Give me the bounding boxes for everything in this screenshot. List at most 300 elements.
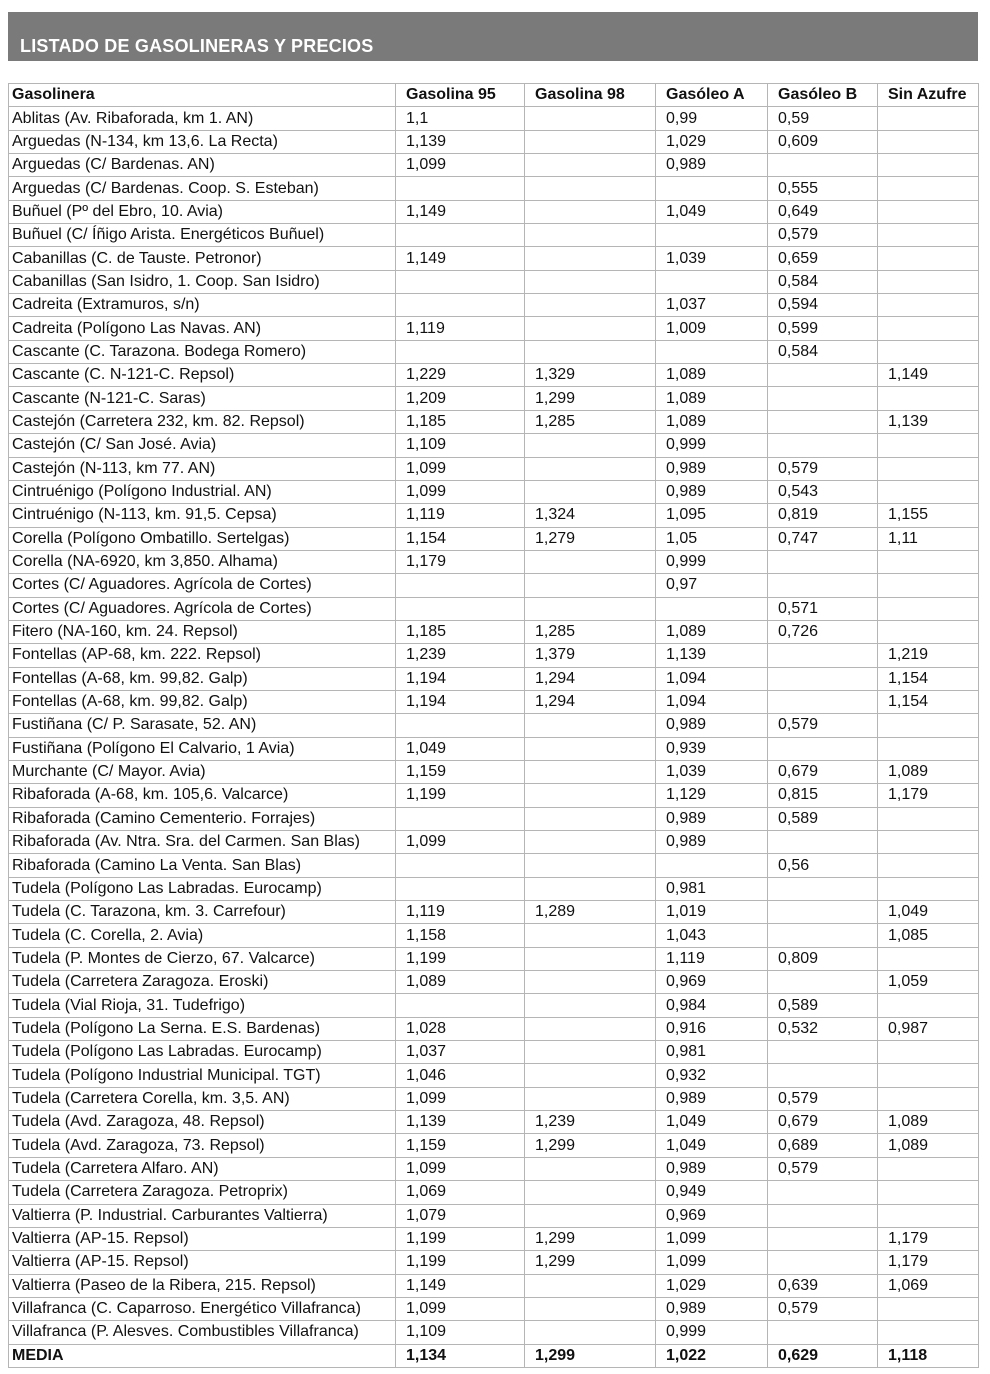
sin-azufre-price: [878, 1064, 979, 1086]
gasoleo-b-price: [768, 831, 878, 853]
gasoleo-a-price: 1,049: [656, 1111, 768, 1133]
gasoleo-b-price: [768, 1251, 878, 1273]
station-name-cell: Ribaforada (Camino La Venta. San Blas): [9, 854, 396, 876]
gasoleo-b-price: [768, 924, 878, 946]
gasolina-98-price: [525, 994, 656, 1016]
gasolina-95-price: 1,159: [396, 1134, 525, 1156]
station-name-cell: Fontellas (A-68, km. 99,82. Galp): [9, 668, 396, 690]
gasolina-95-price: 1,199: [396, 948, 525, 970]
sin-azufre-price: [878, 177, 979, 199]
gasolina-95-price: [396, 598, 525, 620]
station-name-cell: Tudela (Polígono La Serna. E.S. Bardenas): [9, 1018, 396, 1040]
sin-azufre-price: [878, 808, 979, 830]
station-name-cell: Cascante (C. N-121-C. Repsol): [9, 364, 396, 386]
gasoleo-a-price: 1,094: [656, 691, 768, 713]
table-row: [9, 1298, 979, 1321]
gasoleo-b-price: [768, 1181, 878, 1203]
table-row: [9, 994, 979, 1017]
gasolina-95-price: 1,199: [396, 784, 525, 806]
gasolina-95-price: [396, 714, 525, 736]
gasolina-98-price: 1,294: [525, 691, 656, 713]
sin-azufre-price: 1,089: [878, 1111, 979, 1133]
table-row: [9, 948, 979, 971]
gasolina-95-price: 1,158: [396, 924, 525, 946]
table-header-row: [9, 84, 979, 107]
station-name-cell: Cadreita (Polígono Las Navas. AN): [9, 317, 396, 339]
sin-azufre-price: [878, 107, 979, 129]
gasolina-98-price: 1,294: [525, 668, 656, 690]
sin-azufre-price: [878, 574, 979, 596]
gasoleo-a-price: 0,949: [656, 1181, 768, 1203]
gasoleo-a-price: [656, 224, 768, 246]
gasolina-95-price: [396, 294, 525, 316]
table-body: [9, 107, 979, 1344]
gasoleo-a-price: 1,049: [656, 201, 768, 223]
station-name-cell: Arguedas (C/ Bardenas. Coop. S. Esteban): [9, 177, 396, 199]
gasolina-95-price: 1,149: [396, 1275, 525, 1297]
table-row: [9, 1041, 979, 1064]
gasolina-95-price: 1,185: [396, 411, 525, 433]
station-name-cell: Cortes (C/ Aguadores. Agrícola de Cortes): [9, 598, 396, 620]
sin-azufre-price: [878, 458, 979, 480]
media-gasolina-98: 1,299: [525, 1345, 656, 1367]
sin-azufre-price: 1,139: [878, 411, 979, 433]
station-name-cell: Ribaforada (Av. Ntra. Sra. del Carmen. San Blas): [9, 831, 396, 853]
gasolina-95-price: [396, 271, 525, 293]
table-row: [9, 434, 979, 457]
sin-azufre-price: [878, 271, 979, 293]
gasoleo-a-price: [656, 854, 768, 876]
gasoleo-b-price: 0,579: [768, 458, 878, 480]
table-row: [9, 644, 979, 667]
gasolina-95-price: 1,046: [396, 1064, 525, 1086]
media-gasoleo-b: 0,629: [768, 1345, 878, 1367]
gasolina-98-price: [525, 247, 656, 269]
sin-azufre-price: [878, 854, 979, 876]
table-row: [9, 551, 979, 574]
gasolina-95-price: 1,099: [396, 831, 525, 853]
station-name-cell: Tudela (Carretera Zaragoza. Eroski): [9, 971, 396, 993]
gasoleo-b-price: 0,579: [768, 714, 878, 736]
station-name-cell: Valtierra (AP-15. Repsol): [9, 1228, 396, 1250]
gasoleo-a-price: 1,099: [656, 1228, 768, 1250]
gasoleo-b-price: 0,555: [768, 177, 878, 199]
gasolina-98-price: [525, 341, 656, 363]
gasoleo-b-price: [768, 971, 878, 993]
gasoleo-a-price: 0,939: [656, 738, 768, 760]
gasolina-95-price: [396, 224, 525, 246]
gasoleo-a-price: 1,095: [656, 504, 768, 526]
media-gasolina-95: 1,134: [396, 1345, 525, 1367]
gasolina-98-price: [525, 924, 656, 946]
gasolina-95-price: 1,099: [396, 1298, 525, 1320]
station-name-cell: Arguedas (N-134, km 13,6. La Recta): [9, 131, 396, 153]
column-header-gasolinera: Gasolinera: [9, 84, 396, 106]
gasolina-98-price: [525, 481, 656, 503]
gasoleo-b-price: 0,532: [768, 1018, 878, 1040]
station-name-cell: Castejón (C/ San José. Avia): [9, 434, 396, 456]
table-row: [9, 107, 979, 130]
gasoleo-b-price: 0,579: [768, 1298, 878, 1320]
gasoleo-a-price: [656, 271, 768, 293]
table-row: [9, 854, 979, 877]
gasolina-95-price: 1,139: [396, 131, 525, 153]
station-name-cell: Arguedas (C/ Bardenas. AN): [9, 154, 396, 176]
gasolina-95-price: 1,049: [396, 738, 525, 760]
gasolina-98-price: [525, 201, 656, 223]
gasoleo-a-price: 0,99: [656, 107, 768, 129]
station-name-cell: Cintruénigo (Polígono Industrial. AN): [9, 481, 396, 503]
sin-azufre-price: [878, 341, 979, 363]
sin-azufre-price: [878, 224, 979, 246]
sin-azufre-price: 1,059: [878, 971, 979, 993]
gasolina-98-price: 1,299: [525, 1228, 656, 1250]
gasoleo-b-price: [768, 434, 878, 456]
gasoleo-a-price: 0,989: [656, 154, 768, 176]
gasoleo-b-price: [768, 901, 878, 923]
gasoleo-b-price: [768, 1064, 878, 1086]
gasolina-98-price: [525, 177, 656, 199]
station-name-cell: Cabanillas (C. de Tauste. Petronor): [9, 247, 396, 269]
gasoleo-b-price: 0,589: [768, 808, 878, 830]
gasolina-95-price: [396, 808, 525, 830]
sin-azufre-price: 1,089: [878, 761, 979, 783]
sin-azufre-price: 1,179: [878, 784, 979, 806]
gasoleo-a-price: 1,094: [656, 668, 768, 690]
gasoleo-a-price: 1,039: [656, 761, 768, 783]
gasoleo-a-price: [656, 341, 768, 363]
gasolina-98-price: [525, 1181, 656, 1203]
table-row: [9, 668, 979, 691]
gasolina-98-price: [525, 808, 656, 830]
table-row: [9, 878, 979, 901]
table-row: [9, 1088, 979, 1111]
gasolina-98-price: 1,279: [525, 528, 656, 550]
sin-azufre-price: [878, 154, 979, 176]
station-name-cell: Villafranca (C. Caparroso. Energético Villafranca): [9, 1298, 396, 1320]
station-name-cell: Buñuel (C/ Íñigo Arista. Energéticos Buñuel): [9, 224, 396, 246]
gasoleo-b-price: [768, 364, 878, 386]
gasolina-95-price: 1,194: [396, 668, 525, 690]
gasoleo-a-price: 1,029: [656, 131, 768, 153]
column-header-gasolina-98: Gasolina 98: [525, 84, 656, 106]
gasoleo-a-price: 1,089: [656, 387, 768, 409]
sin-azufre-price: [878, 878, 979, 900]
sin-azufre-price: 1,179: [878, 1228, 979, 1250]
sin-azufre-price: [878, 317, 979, 339]
gasolina-98-price: 1,289: [525, 901, 656, 923]
gasolina-98-price: 1,285: [525, 621, 656, 643]
gasolina-98-price: [525, 948, 656, 970]
gasolina-95-price: 1,154: [396, 528, 525, 550]
gasolina-98-price: [525, 1275, 656, 1297]
gasoleo-a-price: 1,029: [656, 1275, 768, 1297]
gasolina-95-price: 1,119: [396, 901, 525, 923]
gasolina-95-price: 1,028: [396, 1018, 525, 1040]
gasolina-98-price: [525, 551, 656, 573]
sin-azufre-price: 1,154: [878, 668, 979, 690]
station-name-cell: Cortes (C/ Aguadores. Agrícola de Cortes): [9, 574, 396, 596]
sin-azufre-price: [878, 831, 979, 853]
station-name-cell: Tudela (Avd. Zaragoza, 73. Repsol): [9, 1134, 396, 1156]
gasolina-98-price: [525, 714, 656, 736]
gasoleo-a-price: 0,989: [656, 1158, 768, 1180]
gasolina-98-price: [525, 154, 656, 176]
gasoleo-a-price: 0,989: [656, 808, 768, 830]
table-row: [9, 714, 979, 737]
gasoleo-b-price: 0,579: [768, 224, 878, 246]
station-name-cell: Buñuel (Pº del Ebro, 10. Avia): [9, 201, 396, 223]
station-name-cell: Fitero (NA-160, km. 24. Repsol): [9, 621, 396, 643]
gasoleo-b-price: 0,59: [768, 107, 878, 129]
station-name-cell: Cascante (N-121-C. Saras): [9, 387, 396, 409]
gasoleo-a-price: 1,089: [656, 411, 768, 433]
column-header-gasolina-95: Gasolina 95: [396, 84, 525, 106]
gasolina-98-price: [525, 1018, 656, 1040]
gasolina-95-price: [396, 878, 525, 900]
sin-azufre-price: 0,987: [878, 1018, 979, 1040]
gasolina-95-price: 1,099: [396, 1158, 525, 1180]
gasolina-95-price: [396, 854, 525, 876]
sin-azufre-price: 1,155: [878, 504, 979, 526]
station-name-cell: Tudela (P. Montes de Cierzo, 67. Valcarce): [9, 948, 396, 970]
gasoleo-b-price: 0,579: [768, 1088, 878, 1110]
gasoleo-b-price: [768, 691, 878, 713]
gasolina-98-price: [525, 317, 656, 339]
table-row: [9, 574, 979, 597]
table-row: [9, 201, 979, 224]
table-summary-row: [9, 1345, 979, 1368]
sin-azufre-price: 1,154: [878, 691, 979, 713]
table-row: [9, 1134, 979, 1157]
gasoleo-a-price: 1,089: [656, 621, 768, 643]
table-row: [9, 924, 979, 947]
gasoleo-b-price: 0,815: [768, 784, 878, 806]
gasoleo-a-price: 1,089: [656, 364, 768, 386]
gasoleo-a-price: 1,05: [656, 528, 768, 550]
table-row: [9, 1205, 979, 1228]
gasolina-95-price: [396, 177, 525, 199]
table-row: [9, 1275, 979, 1298]
gasoleo-b-price: [768, 387, 878, 409]
station-name-cell: Tudela (C. Tarazona, km. 3. Carrefour): [9, 901, 396, 923]
gasoleo-b-price: 0,589: [768, 994, 878, 1016]
station-name-cell: Tudela (Polígono Industrial Municipal. TGT): [9, 1064, 396, 1086]
gasolina-95-price: [396, 341, 525, 363]
station-name-cell: Fontellas (AP-68, km. 222. Repsol): [9, 644, 396, 666]
gasolina-95-price: 1,209: [396, 387, 525, 409]
table-row: [9, 224, 979, 247]
gasolina-95-price: 1,069: [396, 1181, 525, 1203]
gasolina-95-price: 1,079: [396, 1205, 525, 1227]
gasolina-95-price: 1,149: [396, 247, 525, 269]
gasoleo-b-price: [768, 668, 878, 690]
gasolina-98-price: [525, 131, 656, 153]
sin-azufre-price: [878, 948, 979, 970]
gasolina-95-price: 1,194: [396, 691, 525, 713]
gasoleo-b-price: [768, 644, 878, 666]
station-name-cell: Tudela (Polígono Las Labradas. Eurocamp): [9, 1041, 396, 1063]
table-row: [9, 1228, 979, 1251]
station-name-cell: Corella (NA-6920, km 3,850. Alhama): [9, 551, 396, 573]
gasolina-98-price: [525, 434, 656, 456]
station-name-cell: Corella (Polígono Ombatillo. Sertelgas): [9, 528, 396, 550]
gasolina-98-price: [525, 1064, 656, 1086]
gasolina-98-price: [525, 761, 656, 783]
sin-azufre-price: 1,179: [878, 1251, 979, 1273]
sin-azufre-price: 1,085: [878, 924, 979, 946]
gasolina-95-price: 1,239: [396, 644, 525, 666]
gasoleo-b-price: [768, 411, 878, 433]
gasolina-98-price: [525, 294, 656, 316]
gasoleo-a-price: 0,969: [656, 1205, 768, 1227]
gasolina-95-price: 1,185: [396, 621, 525, 643]
station-name-cell: Tudela (Carretera Corella, km. 3,5. AN): [9, 1088, 396, 1110]
gasoleo-b-price: 0,726: [768, 621, 878, 643]
gasolina-95-price: [396, 994, 525, 1016]
sin-azufre-price: [878, 1181, 979, 1203]
gasolina-98-price: 1,329: [525, 364, 656, 386]
table-row: [9, 1181, 979, 1204]
gasoleo-b-price: 0,56: [768, 854, 878, 876]
gasoleo-a-price: 1,019: [656, 901, 768, 923]
sin-azufre-price: [878, 131, 979, 153]
gasoleo-a-price: 0,989: [656, 831, 768, 853]
table-row: [9, 341, 979, 364]
gasolina-98-price: [525, 107, 656, 129]
gasoleo-a-price: 0,989: [656, 1088, 768, 1110]
gasoleo-b-price: [768, 1228, 878, 1250]
gasoleo-b-price: 0,809: [768, 948, 878, 970]
table-row: [9, 387, 979, 410]
sin-azufre-price: [878, 247, 979, 269]
table-row: [9, 294, 979, 317]
gasolina-98-price: 1,299: [525, 387, 656, 409]
station-name-cell: Fustiñana (C/ P. Sarasate, 52. AN): [9, 714, 396, 736]
gasoleo-a-price: 1,043: [656, 924, 768, 946]
station-name-cell: Cintruénigo (N-113, km. 91,5. Cepsa): [9, 504, 396, 526]
sin-azufre-price: [878, 1158, 979, 1180]
table-row: [9, 784, 979, 807]
gasoleo-b-price: 0,689: [768, 1134, 878, 1156]
gasolina-98-price: 1,299: [525, 1251, 656, 1273]
gasolina-95-price: 1,037: [396, 1041, 525, 1063]
gasoleo-a-price: [656, 177, 768, 199]
table-row: [9, 247, 979, 270]
sin-azufre-price: [878, 1205, 979, 1227]
gasolina-95-price: 1,109: [396, 434, 525, 456]
station-name-cell: Castejón (N-113, km 77. AN): [9, 458, 396, 480]
gasolina-95-price: 1,119: [396, 504, 525, 526]
gasoleo-a-price: 1,099: [656, 1251, 768, 1273]
sin-azufre-price: [878, 481, 979, 503]
gasoleo-b-price: 0,609: [768, 131, 878, 153]
table-row: [9, 504, 979, 527]
gasoleo-a-price: 1,129: [656, 784, 768, 806]
station-name-cell: Valtierra (Paseo de la Ribera, 215. Repsol): [9, 1275, 396, 1297]
gasolina-98-price: [525, 738, 656, 760]
gasolina-98-price: [525, 971, 656, 993]
table-row: [9, 808, 979, 831]
gas-stations-table: [8, 83, 979, 1368]
gasolina-98-price: [525, 1298, 656, 1320]
station-name-cell: Fustiñana (Polígono El Calvario, 1 Avia): [9, 738, 396, 760]
gasoleo-b-price: 0,599: [768, 317, 878, 339]
sin-azufre-price: [878, 201, 979, 223]
station-name-cell: Fontellas (A-68, km. 99,82. Galp): [9, 691, 396, 713]
sin-azufre-price: 1,089: [878, 1134, 979, 1156]
gasolina-98-price: 1,379: [525, 644, 656, 666]
gasoleo-a-price: 0,981: [656, 878, 768, 900]
media-sin-azufre: 1,118: [878, 1345, 979, 1367]
gasoleo-a-price: 0,999: [656, 551, 768, 573]
station-name-cell: Murchante (C/ Mayor. Avia): [9, 761, 396, 783]
gasoleo-b-price: 0,584: [768, 271, 878, 293]
gasolina-95-price: 1,199: [396, 1228, 525, 1250]
gasolina-95-price: 1,109: [396, 1321, 525, 1343]
table-row: [9, 738, 979, 761]
sin-azufre-price: [878, 621, 979, 643]
gasolina-98-price: 1,299: [525, 1134, 656, 1156]
gasolina-98-price: [525, 224, 656, 246]
sin-azufre-price: [878, 1321, 979, 1343]
sin-azufre-price: [878, 434, 979, 456]
station-name-cell: Cascante (C. Tarazona. Bodega Romero): [9, 341, 396, 363]
sin-azufre-price: [878, 994, 979, 1016]
gasoleo-b-price: 0,679: [768, 761, 878, 783]
gasoleo-b-price: 0,639: [768, 1275, 878, 1297]
gasoleo-a-price: 1,037: [656, 294, 768, 316]
gasoleo-b-price: [768, 738, 878, 760]
sin-azufre-price: [878, 714, 979, 736]
station-name-cell: Tudela (Polígono Las Labradas. Eurocamp): [9, 878, 396, 900]
gasolina-98-price: [525, 784, 656, 806]
sin-azufre-price: 1,149: [878, 364, 979, 386]
table-row: [9, 1111, 979, 1134]
gasoleo-a-price: 0,932: [656, 1064, 768, 1086]
gasolina-98-price: [525, 1041, 656, 1063]
gasolina-95-price: 1,089: [396, 971, 525, 993]
sin-azufre-price: [878, 1298, 979, 1320]
sin-azufre-price: 1,219: [878, 644, 979, 666]
gasolina-95-price: 1,149: [396, 201, 525, 223]
station-name-cell: Cabanillas (San Isidro, 1. Coop. San Isidro): [9, 271, 396, 293]
gasolina-98-price: [525, 831, 656, 853]
gasolina-98-price: 1,285: [525, 411, 656, 433]
gasolina-98-price: [525, 1158, 656, 1180]
gasoleo-b-price: 0,819: [768, 504, 878, 526]
gasolina-95-price: 1,159: [396, 761, 525, 783]
gasoleo-a-price: 0,97: [656, 574, 768, 596]
sin-azufre-price: [878, 294, 979, 316]
station-name-cell: Ribaforada (A-68, km. 105,6. Valcarce): [9, 784, 396, 806]
gasolina-98-price: [525, 271, 656, 293]
gasoleo-a-price: 1,139: [656, 644, 768, 666]
gasolina-95-price: 1,099: [396, 458, 525, 480]
gasoleo-b-price: [768, 1041, 878, 1063]
sin-azufre-price: [878, 738, 979, 760]
title-bar: [8, 12, 978, 61]
station-name-cell: Tudela (C. Corella, 2. Avia): [9, 924, 396, 946]
gasoleo-a-price: [656, 598, 768, 620]
column-header-sin-azufre: Sin Azufre: [878, 84, 979, 106]
table-row: [9, 481, 979, 504]
table-row: [9, 131, 979, 154]
gasoleo-a-price: 1,119: [656, 948, 768, 970]
gasoleo-a-price: 0,984: [656, 994, 768, 1016]
station-name-cell: Ablitas (Av. Ribaforada, km 1. AN): [9, 107, 396, 129]
table-row: [9, 1321, 979, 1344]
